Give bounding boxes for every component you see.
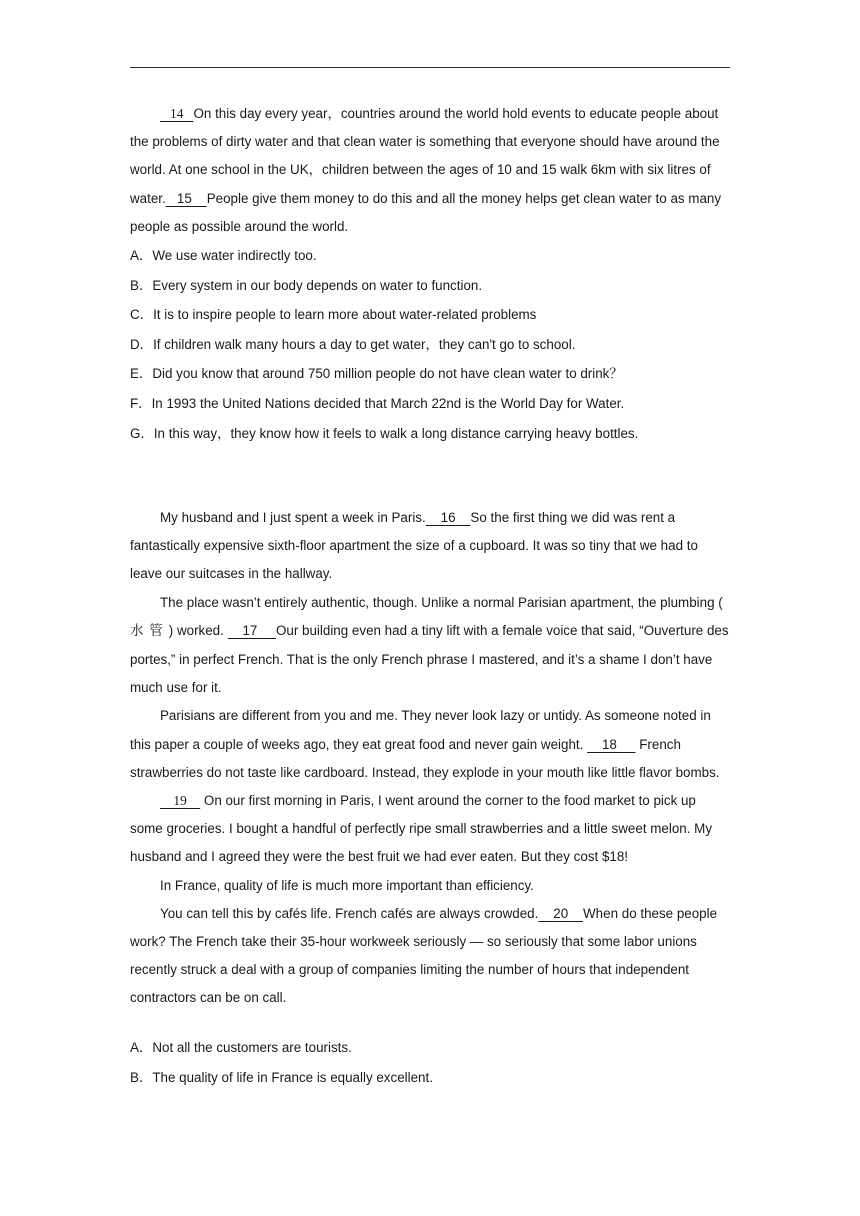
option-letter: B． xyxy=(130,1069,153,1085)
p2-text-b: ) worked. xyxy=(168,622,224,638)
blank-15-number: 15 xyxy=(176,190,192,206)
option-text: In this way，they know how it feels to walk a long distance carrying heavy bottles. xyxy=(153,425,639,441)
option-letter: A． xyxy=(130,1040,153,1055)
p2-text-a: The place wasn’t entirely authentic, though. Unlike a normal Parisian apartment, the plumbing ( xyxy=(160,594,723,610)
option-2a xyxy=(130,1033,750,1063)
option-text: Not all the customers are tourists. xyxy=(152,1040,352,1055)
option-text: If children walk many hours a day to get water，they can't go to school. xyxy=(153,336,576,352)
p6-text-a: You can tell this by cafés life. French cafés are always crowded. xyxy=(160,905,539,921)
option-1e xyxy=(130,359,750,389)
blank-19-number: 19 xyxy=(173,793,187,809)
passage-2-paragraph-2 xyxy=(130,589,730,703)
p6-text-b: When do these people work? The French take their 35-hour workweek seriously — so seriously that some labor unions recently struck a deal with a group of companies limiting the number of hours that independent contractors can be on call. xyxy=(130,905,718,1006)
passage-1 xyxy=(130,100,730,241)
p3-text-a: Parisians are different from you and me. They never look lazy or untidy. As someone noted in this paper a couple of weeks ago, they eat great food and never gain weight. xyxy=(130,708,711,752)
option-letter: G． xyxy=(130,425,154,441)
option-1f xyxy=(130,389,750,419)
blank-20-number: 20 xyxy=(553,905,569,921)
passage-2-paragraph-4 xyxy=(130,787,730,872)
header-rule xyxy=(130,67,730,68)
option-text: The quality of life in France is equally excellent. xyxy=(152,1069,433,1085)
option-letter: B． xyxy=(130,277,153,293)
p2-text-c: Our building even had a tiny lift with a female voice that said, “Ouverture des portes,” in perfect French. That is the only French phrase I mastered, and it’s a shame I don’t have much use for it. xyxy=(130,622,729,696)
blank-20[interactable] xyxy=(538,906,583,921)
option-2b xyxy=(130,1063,750,1093)
passage-1-paragraph xyxy=(130,100,730,241)
option-1b xyxy=(130,271,750,301)
blank-18[interactable] xyxy=(587,737,635,752)
passage-2-paragraph-6 xyxy=(130,900,730,1013)
passage-1-options xyxy=(130,241,750,448)
blank-19[interactable] xyxy=(160,793,200,808)
blank-16[interactable] xyxy=(426,510,471,525)
passage-2-options xyxy=(130,1033,750,1092)
p1-text-a: My husband and I just spent a week in Paris. xyxy=(160,510,426,525)
option-letter: E． xyxy=(130,366,153,382)
option-1g xyxy=(130,419,750,449)
option-text: We use water indirectly too. xyxy=(152,248,317,263)
passage-2-paragraph-5 xyxy=(130,872,730,900)
option-1d xyxy=(130,330,750,360)
passage-2-paragraph-3 xyxy=(130,702,730,787)
blank-15[interactable] xyxy=(166,191,207,206)
option-letter: A． xyxy=(130,248,153,263)
option-text: Every system in our body depends on water to function. xyxy=(152,277,483,293)
p5-text: In France, quality of life is much more important than efficiency. xyxy=(160,877,534,893)
option-letter: D． xyxy=(130,336,154,352)
option-letter: C． xyxy=(130,307,154,323)
option-1a xyxy=(130,241,750,271)
blank-16-number: 16 xyxy=(440,510,456,525)
passage-1-text-a: On this day every year，countries around the world hold events to educate people about the problems of dirty water and that clean water is something that everyone should have around the world. At one school in the UK，children between the ages of 10 and 15 walk 6km with six litres of water. xyxy=(130,106,720,206)
passage-2-paragraph-1 xyxy=(130,504,730,589)
option-text: Did you know that around 750 million people do not have clean water to drink？ xyxy=(152,366,623,382)
p1-text-b: So the first thing we did was rent a fantastically expensive sixth-floor apartment the size of a cupboard. It was so tiny that we had to leave our suitcases in the hallway. xyxy=(130,510,698,582)
option-1c xyxy=(130,300,750,330)
option-text: In 1993 the United Nations decided that March 22nd is the World Day for Water. xyxy=(151,395,625,411)
p3-text-b: French strawberries do not taste like cardboard. Instead, they explode in your mouth like little flavor bombs. xyxy=(130,736,720,780)
blank-17-number: 17 xyxy=(242,622,258,638)
passage-1-text-b: People give them money to do this and all the money helps get clean water to as many people as possible around the world. xyxy=(130,190,722,234)
blank-17[interactable] xyxy=(228,623,276,638)
p2-chinese-gloss: 水管 xyxy=(130,623,169,639)
passage-2 xyxy=(130,504,730,1013)
blank-18-number: 18 xyxy=(601,736,617,752)
blank-14[interactable] xyxy=(160,106,193,121)
option-letter: F． xyxy=(130,395,152,411)
p4-text: On our first morning in Paris, I went around the corner to the food market to pick up some groceries. I bought a handful of perfectly ripe small strawberries and a little sweet melon. My husband and I agreed they were the best fruit we had ever eaten. But they cost $18! xyxy=(130,793,713,865)
option-text: It is to inspire people to learn more about water-related problems xyxy=(153,307,537,323)
blank-14-number: 14 xyxy=(170,106,184,121)
